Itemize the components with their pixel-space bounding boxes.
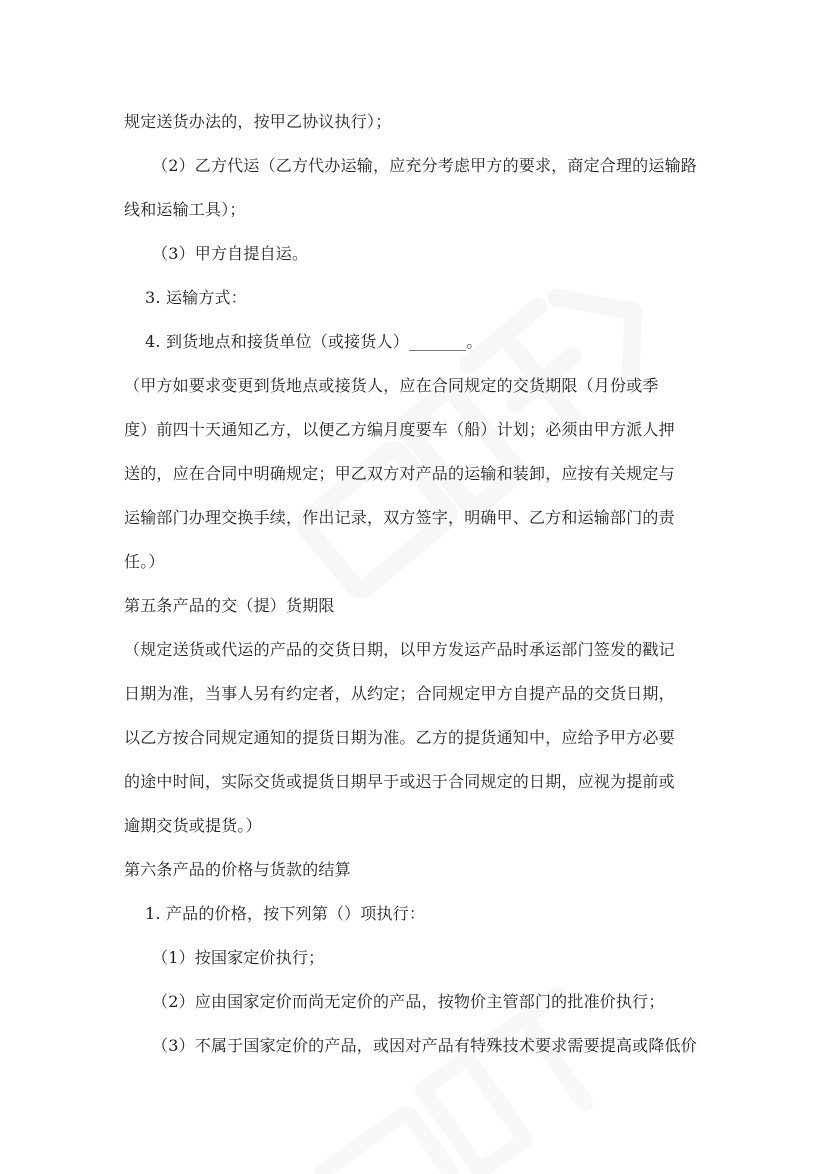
text-line: （2）应由国家定价而尚无定价的产品，按物价主管部门的批准价执行； — [152, 992, 665, 1011]
text-line: 送的，应在合同中明确规定；甲乙双方对产品的运输和装卸，应按有关规定与 — [124, 464, 675, 483]
text-line: （3）甲方自提自运。 — [152, 244, 309, 263]
text-line: 4. 到货地点和接货单位（或接货人）_______。 — [145, 332, 483, 351]
section-heading: 第五条产品的交（提）货期限 — [124, 596, 335, 615]
text-line: 度）前四十天通知乙方，以便乙方编月度要车（船）计划；必须由甲方派人押 — [124, 420, 675, 439]
text-line: （1）按国家定价执行； — [152, 948, 325, 967]
text-line: 1. 产品的价格，按下列第（）项执行： — [145, 904, 426, 923]
text-line: 运输部门办理交换手续，作出记录，双方签字，明确甲、乙方和运输部门的责 — [124, 508, 675, 527]
text-line: 以乙方按合同规定通知的提货日期为准。乙方的提货通知中，应给予甲方必要 — [124, 728, 675, 747]
text-line: 任。） — [124, 552, 165, 571]
text-line: 线和运输工具）； — [124, 200, 246, 219]
text-line: 3. 运输方式： — [145, 288, 247, 307]
text-line: 逾期交货或提货。） — [124, 816, 262, 835]
text-line: （甲方如要求变更到货地点或接货人，应在合同规定的交货期限（月份或季 — [124, 376, 659, 395]
text-line: 的途中时间，实际交货或提货日期早于或迟于合同规定的日期，应视为提前或 — [124, 772, 675, 791]
text-line: （3）不属于国家定价的产品，或因对产品有特殊技术要求需要提高或降低价 — [152, 1036, 697, 1055]
text-line: 规定送货办法的，按甲乙协议执行）； — [124, 112, 392, 131]
text-line: （规定送货或代运的产品的交货日期，以甲方发运产品时承运部门签发的戳记 — [124, 640, 675, 659]
text-line: （2）乙方代运（乙方代办运输，应充分考虑甲方的要求，商定合理的运输路 — [152, 156, 697, 175]
text-line: 日期为准，当事人另有约定者，从约定；合同规定甲方自提产品的交货日期， — [124, 684, 675, 703]
section-heading: 第六条产品的价格与货款的结算 — [124, 860, 351, 879]
